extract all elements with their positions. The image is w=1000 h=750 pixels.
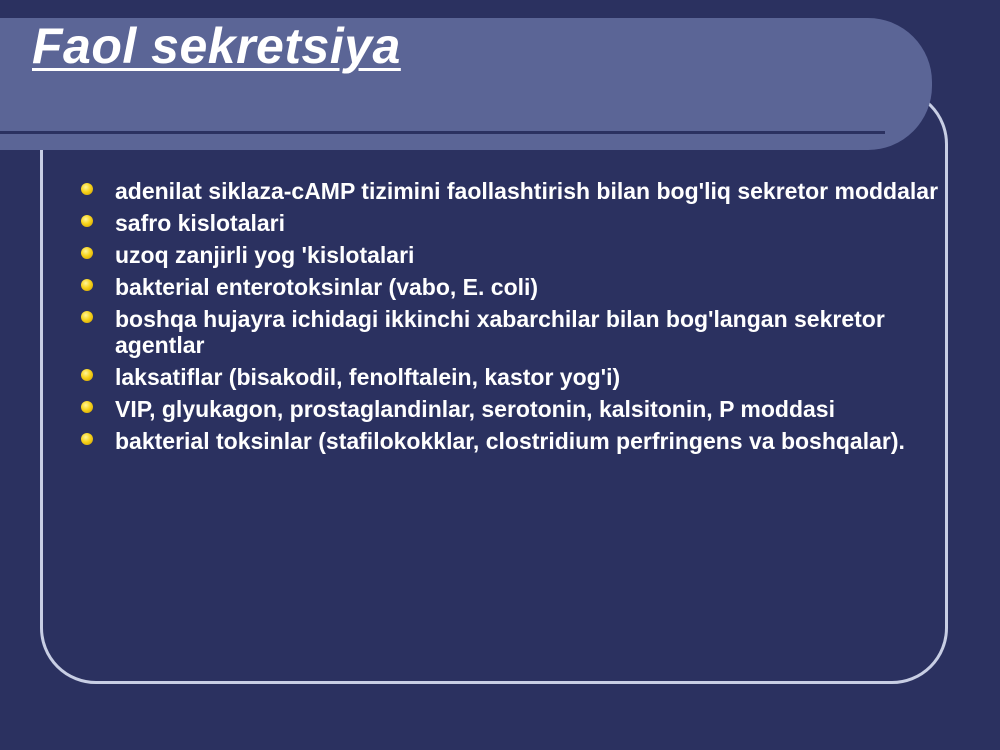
- bullet-text: bakterial enterotoksinlar (vabo, E. coli): [115, 274, 539, 300]
- bullet-dot-icon: [81, 279, 93, 291]
- bullet-text: boshqa hujayra ichidagi ikkinchi xabarchilar bilan bog'langan sekretor agentlar: [115, 306, 885, 358]
- bullet-list: [78, 178, 938, 460]
- bullet-item: [78, 210, 938, 236]
- bullet-dot-icon: [81, 401, 93, 413]
- bullet-dot-icon: [81, 183, 93, 195]
- bullet-text: safro kislotalari: [115, 210, 286, 236]
- bullet-text: laksatiflar (bisakodil, fenolftalein, kastor yog'i): [115, 364, 621, 390]
- slide-title: Faol sekretsiya: [32, 18, 401, 74]
- bullet-dot-icon: [81, 247, 93, 259]
- bullet-text: bakterial toksinlar (stafilokokklar, clostridium perfringens va boshqalar).: [115, 428, 905, 454]
- bullet-dot-icon: [81, 311, 93, 323]
- bullet-item: [78, 274, 938, 300]
- bullet-item: [78, 242, 938, 268]
- bullet-text: VIP, glyukagon, prostaglandinlar, serotonin, kalsitonin, P moddasi: [115, 396, 835, 422]
- bullet-dot-icon: [81, 215, 93, 227]
- bullet-item: [78, 178, 938, 204]
- bullet-text: uzoq zanjirli yog 'kislotalari: [115, 242, 415, 268]
- bullet-item: [78, 396, 938, 422]
- bullet-text: adenilat siklaza-cAMP tizimini faollashtirish bilan bog'liq sekretor moddalar: [115, 178, 939, 204]
- title-divider: [0, 131, 885, 134]
- bullet-item: [78, 428, 938, 454]
- bullet-item: [78, 306, 938, 358]
- bullet-item: [78, 364, 938, 390]
- bullet-dot-icon: [81, 433, 93, 445]
- bullet-dot-icon: [81, 369, 93, 381]
